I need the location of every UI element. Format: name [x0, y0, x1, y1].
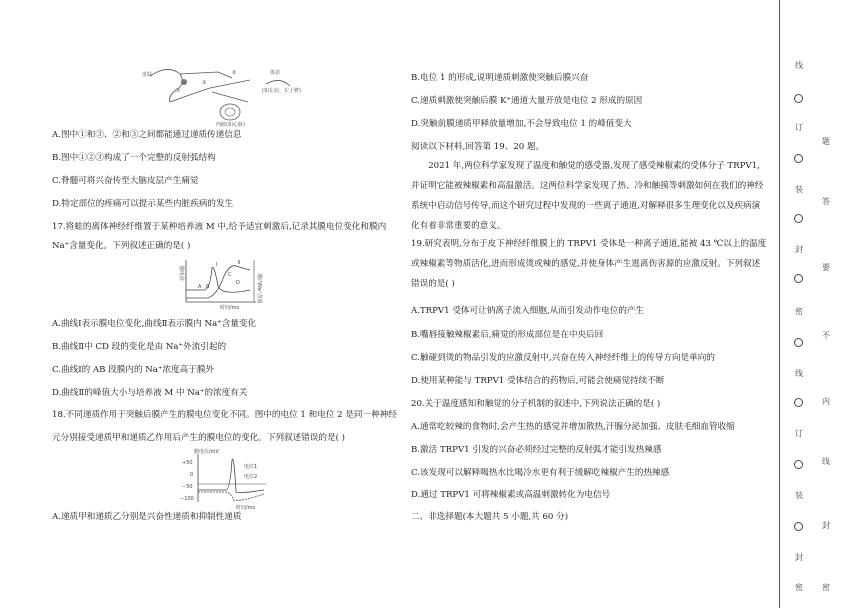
q17-option-b: B.曲线Ⅱ中 CD 段的变化是由 Na⁺外流引起的 — [52, 342, 227, 352]
svg-text:时间/ms: 时间/ms — [236, 505, 256, 510]
svg-text:B: B — [206, 284, 210, 290]
svg-text:+50: +50 — [182, 460, 193, 466]
svg-text:电位1: 电位1 — [244, 464, 258, 470]
q16-option-b: B.图中①②③构成了一个完整的反射弧结构 — [52, 153, 216, 163]
q19-option-a: A.TRPV1 受体可让钠离子流入细胞,从而引发动作电位的产生 — [411, 306, 645, 316]
q19-stem: 19.研究表明,分布于皮下神经纤维膜上的 TRPV1 受体是一种离子通道,能被 43 ℃以上的温度或辣椒素等物质活化,进而形成烫或辣的感觉,并使身体产生逃离伤害源的应激反射。下列叙述错误的是( ) — [411, 239, 767, 289]
binding-hole-icon — [794, 154, 803, 163]
q20-stem: 20.关于温度感知和触觉的分子机制的叙述中,下列说法正确的是( ) — [411, 399, 661, 409]
binding-hole-icon — [794, 214, 803, 223]
svg-text:D: D — [236, 280, 240, 286]
q18-potential-figure — [176, 448, 276, 510]
q16-option-c: C.脊髓可将兴奋传至大脑皮层产生痛觉 — [52, 176, 199, 186]
binding-hole-icon — [794, 338, 803, 347]
svg-text:A: A — [198, 284, 202, 290]
q20-option-c: C.该发现可以解释喝热水比喝冷水更有利于缓解吃辣椒产生的热辣感 — [411, 468, 670, 478]
svg-text:Ⅰ: Ⅰ — [216, 262, 218, 268]
svg-text:时间/ms: 时间/ms — [220, 305, 240, 310]
fig16-label-skin: 皮肤 — [142, 72, 153, 78]
q17-stem: 17.将蛙的离体神经纤维置于某种培养液 M 中,给予适宜刺激后,记录其膜电位变化和膜内 — [52, 222, 387, 232]
svg-text:②: ② — [232, 70, 237, 76]
margin-outer-label: 线 — [795, 61, 803, 70]
svg-text:内脏(如心脏): 内脏(如心脏) — [216, 122, 245, 128]
svg-text:膜内Na⁺含量: 膜内Na⁺含量 — [256, 274, 262, 304]
q17-curve-figure — [176, 256, 264, 310]
svg-text:①: ① — [176, 88, 181, 94]
svg-text:Ⅱ: Ⅱ — [238, 260, 241, 266]
q18-option-d: D.突触前膜递质甲释放量增加,不会导致电位 1 的峰值变大 — [411, 119, 632, 129]
reading-passage: 2021 年,两位科学家发现了温度和触觉的感受器,发现了感受辣椒素的受体分子 TRPV1,并证明它能被辣椒素和高温激活。这两位科学家发现了热、冷和触摸等刺激如何在我们的神经系统中启动信号传导,而这个研究过程中发现的一些离子通道,对解释很多生理变化以及疾病演化有着非常重要的意义。 — [411, 161, 764, 231]
q20-option-a: A.通常吃较辣的食物时,会产生热的感觉并增加散热,汗腺分泌加强、皮肤毛细血管收缩 — [411, 422, 735, 432]
q19-option-d: D.使用某种能与 TRPV1 受体结合的药物后,可能会使痛觉持续不断 — [411, 376, 665, 386]
section-heading: 二、非选择题(本大题共 5 小题,共 60 分) — [411, 512, 569, 522]
svg-text:体表: 体表 — [270, 70, 281, 76]
svg-text:③: ③ — [202, 80, 207, 86]
margin-inner-label: 题 — [822, 137, 830, 146]
reflex-arc-figure — [140, 62, 320, 128]
binding-hole-icon — [794, 460, 803, 469]
svg-text:膜电位: 膜电位 — [178, 266, 184, 282]
svg-text:0: 0 — [190, 472, 194, 478]
q20-option-d: D.通过 TRPV1 可将辣椒素或高温刺激转化为电信号 — [411, 490, 611, 500]
q17-option-c: C.曲线Ⅰ的 AB 段膜内的 Na⁺浓度高于膜外 — [52, 365, 215, 375]
q18-option-c: C.递质刺激使突触后膜 K⁺通道大量开放是电位 2 形成的原因 — [411, 96, 643, 106]
binding-hole-icon — [794, 522, 803, 531]
q17-option-d: D.曲线Ⅱ的峰值大小与培养液 M 中 Na⁺的浓度有关 — [52, 388, 248, 398]
q18-stem-line2: 元分别接受递质甲和递质乙作用后产生的膜电位的变化。下列叙述错误的是( ) — [52, 433, 346, 443]
q18-stem: 18.不同递质作用于突触后膜产生的膜电位变化不同。图中的电位 1 和电位 2 是同一种神经 — [52, 410, 397, 420]
svg-text:电位2: 电位2 — [244, 474, 258, 480]
svg-text:(如左肩、左上臂): (如左肩、左上臂) — [262, 88, 301, 94]
binding-hole-icon — [794, 398, 803, 407]
binding-hole-icon — [794, 274, 803, 283]
q17-option-a: A.曲线Ⅰ表示膜电位变化,曲线Ⅱ表示膜内 Na⁺含量变化 — [52, 319, 257, 329]
q18-option-a: A.递质甲和递质乙分别是兴奋性递质和抑制性递质 — [52, 512, 242, 522]
q17-stem-line2: Na⁺含量变化。下列叙述正确的是( ) — [52, 241, 191, 251]
svg-text:C: C — [228, 272, 232, 278]
svg-text:−50: −50 — [182, 484, 193, 490]
svg-text:−100: −100 — [180, 496, 194, 502]
q16-option-a: A.图中①和③、②和③之间都能通过递质传递信息 — [52, 130, 242, 140]
q20-option-b: B.激活 TRPV1 引发的兴奋必须经过完整的反射弧才能引发热辣感 — [411, 445, 662, 455]
binding-hole-icon — [794, 94, 803, 103]
svg-text:膜电位/mV: 膜电位/mV — [194, 449, 219, 455]
q18-option-b: B.电位 1 的形成,说明递质刺激使突触后膜兴奋 — [411, 73, 589, 83]
q19-option-c: C.触碰到烫的物品引发的应激反射中,兴奋在传入神经纤维上的传导方向是单向的 — [411, 353, 715, 363]
q16-option-d: D.特定部位的疼痛可以提示某些内脏疾病的发生 — [52, 199, 234, 209]
q19-option-b: B.嘴唇接触辣椒素后,痛觉的形成部位是在中央后回 — [411, 330, 604, 340]
binding-line — [779, 0, 780, 608]
reading-intro: 阅读以下材料,回答第 19、20 题。 — [411, 142, 545, 152]
exam-page: 皮肤 ① ② ③ 体表 (如左肩、左上臂) 内脏(如心脏) A.图中①和③、②和③之间都能通过递质传递信息 B.图中①②③构成了一个完整的反射弧结构 C.脊髓可将兴奋传至大脑皮层产生痛觉 D.特定部位的疼痛可以提示某些内脏疾病的发生 17.将蛙的离体神经纤维置于某种培养液 M 中,给予适宜刺激后,记录其膜电位变化和膜内 Na⁺含量变化。下列叙述正确的是( ) Ⅰ Ⅱ A B C D 时间/ms 膜内Na⁺含量 膜电位 A.曲线Ⅰ表示膜电位变化,曲线Ⅱ表示膜内 Na⁺含量变化 B.曲线Ⅱ中 CD 段的变化是由 Na⁺外流引起的 C.曲线Ⅰ的 AB 段膜内的 Na⁺浓度高于膜外 D.曲线Ⅱ的峰值大小与培养液 M 中 Na⁺的浓度有关 18.不同递质作用于突触后膜产生的膜电位变化不同。图中的电位 1 和电位 2 是同一种神经 元分别接受递质甲和递质乙作用后产生的膜电位的变化。下列叙述错误的是( ) 膜电位/mV +50 0 −50 −100 电位1 电位2 时间/ms A.递质甲和递质乙分别是兴奋性递质和抑制性递质 B.电位 1 的形成,说明递质刺激使突触后膜兴奋 C.递质刺激使突触后膜 K⁺通道大量开放是电位 2 形成的原因 D.突触前膜递质甲释放量增加,不会导致电位 1 的峰值变大 阅读以下材料,回答第 19、20 题。 2021 年,两位科学家发现了温度和触觉的感受器,发现了感受辣椒素的受体分子 TRPV1,并证明它能被辣椒素和高温激活。这两位科学家发现了热、冷和触摸等刺激如何在我们的神经系统中启动信号传导,而这个研究过程中发现的一些离子通道,对解释很多生理变化以及疾病演化有着非常重要的意义。 19.研究表明,分布于皮下神经纤维膜上的 TRPV1 受体是一种离子通道,能被 43 ℃以上的温度或辣椒素等物质活化,进而形成烫或辣的感觉,并使身体产生逃离伤害源的应激反射。下列叙述错误的是( ) A.TRPV1 受体可让钠离子流入细胞,从而引发动作电位的产生 B.嘴唇接触辣椒素后,痛觉的形成部位是在中央后回 C.触碰到烫的物品引发的应激反射中,兴奋在传入神经纤维上的传导方向是单向的 D.使用某种能与 TRPV1 受体结合的药物后,可能会使痛觉持续不断 20.关于温度感知和触觉的分子机制的叙述中,下列说法正确的是( ) A.通常吃较辣的食物时,会产生热的感觉并增加散热,汗腺分泌加强、皮肤毛细血管收缩 B.激活 TRPV1 引发的兴奋必须经过完整的反射弧才能引发热辣感 C.该发现可以解释喝热水比喝冷水更有利于缓解吃辣椒产生的热辣感 D.通过 TRPV1 可将辣椒素或高温刺激转化为电信号 二、非选择题(本大题共 5 小题,共 60 分) 线 订 装 封 密 线 订 装 封 密 题 答 要 不 内 线 封 密 — [0, 0, 860, 608]
